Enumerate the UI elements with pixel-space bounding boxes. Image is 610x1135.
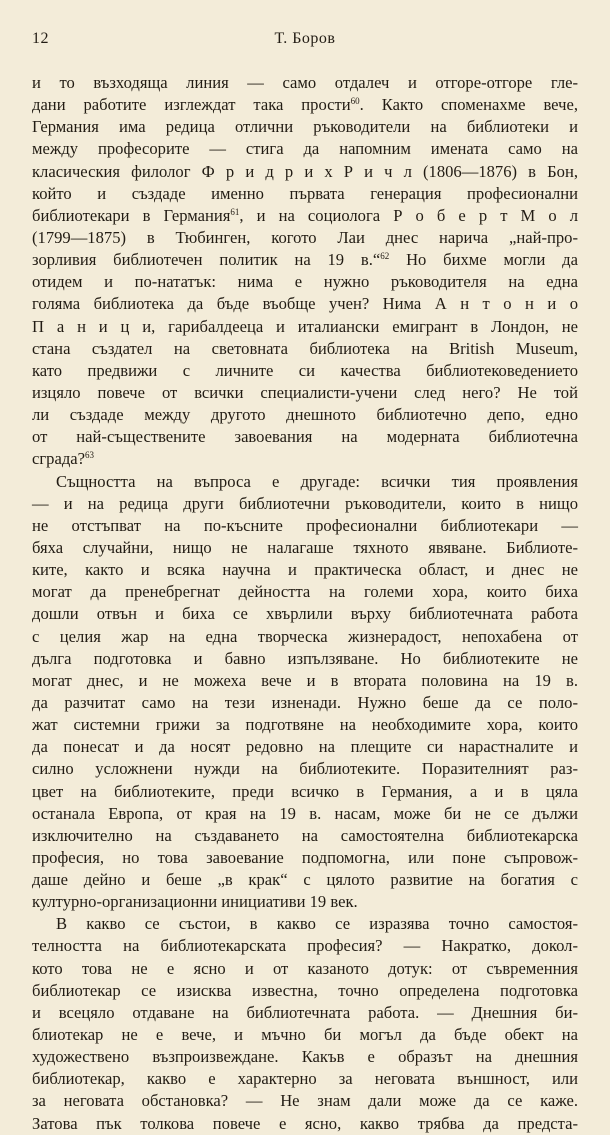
- text-line-content: културно-организационни инициативи 19 век.: [32, 892, 358, 912]
- text-line: [32, 935, 578, 957]
- footnote-marker: 61: [230, 206, 240, 217]
- text-line-content: класическия филолог Ф р и д р и х Р и ч л (1806—1876) в Бон,: [32, 161, 578, 181]
- text-line: [32, 382, 578, 404]
- text-line: [32, 1113, 578, 1135]
- text-line-content: голяма библиотека да бъде въобще учен? Нима А н т о н и о: [32, 294, 578, 314]
- text-line-content: останала Европа, от края на 19 в. насам, може би не се дължи: [32, 803, 578, 823]
- page-header: [32, 30, 578, 54]
- text-line-content: Германия има редица отлични ръководители на библиотеки и: [32, 117, 578, 137]
- text-line-content: могат днес, и не можеха вече и в втората половина на 19 в.: [32, 670, 578, 690]
- text-line-content: дани работите изглеждат така прости: [32, 95, 351, 115]
- text-line-content: библиотекар, какво е характерно за неговата външност, или: [32, 1069, 578, 1089]
- text-line-content: да понесат и да носят редовно на плещите си нарастналите и: [32, 737, 578, 757]
- text-line: [32, 980, 578, 1002]
- text-line: [32, 293, 578, 315]
- text-line: [32, 847, 578, 869]
- text-line: [32, 271, 578, 293]
- footnote-marker: 62: [380, 251, 390, 262]
- text-line: [32, 781, 578, 803]
- text-line: [32, 227, 578, 249]
- text-line: [32, 1090, 578, 1112]
- text-line-content: от най-съществените завоевания на модерната библиотечна: [32, 427, 578, 447]
- text-line: [32, 161, 578, 183]
- text-line-content: цвет на библиотеките, преди всичко в Германия, а и в цяла: [32, 781, 578, 801]
- text-line: [32, 603, 578, 625]
- text-line: [32, 448, 578, 470]
- text-line: [32, 360, 578, 382]
- text-line-content: сграда?: [32, 449, 86, 469]
- text-line: [32, 559, 578, 581]
- text-line-content: изцяло повече от всички специалисти-учени след него? Не той: [32, 382, 578, 402]
- text-line-content: между професорите — стига да напомним имената само на: [32, 139, 578, 159]
- text-line: [32, 116, 578, 138]
- text-line-content: и то възходяща линия — само отдалеч и отгоре-отгоре гле-: [32, 73, 578, 92]
- text-line-content: който и създаде именно първата генерация професионални: [32, 183, 578, 203]
- text-line-tail: Но бихме могли да: [389, 250, 578, 270]
- text-line: [32, 471, 578, 493]
- text-line: [32, 958, 578, 980]
- text-line-content: дълга подготовка и бавно изпълзяване. Но библиотеките не: [32, 648, 578, 668]
- text-line-tail: , и на социолога Р о б е р т М о л: [239, 205, 578, 225]
- text-line-content: — и на редица други библиотечни ръководители, които в нищо: [32, 493, 578, 513]
- running-head: Т. Боров: [274, 30, 336, 47]
- text-line-content: изключително на създаването на самостоятелна библиотекарска: [32, 825, 578, 845]
- text-line: [32, 714, 578, 736]
- text-line-content: за неговата обстановка? — Не знам дали може да се каже.: [32, 1091, 578, 1111]
- text-line: [32, 183, 578, 205]
- text-line: [32, 537, 578, 559]
- text-line-content: ките, както и всяка научна и практическа област, и днес не: [32, 560, 578, 580]
- text-line-content: Затова пък толкова повече е ясно, какво трябва да предста-: [32, 1113, 578, 1133]
- page-number: 12: [32, 30, 49, 47]
- text-line-content: и всецяло отдаване на библиотечната работа. — Днешния би-: [32, 1002, 578, 1022]
- text-line-content: с целия жар на една творческа жизнерадост, непохабена от: [32, 626, 578, 646]
- text-line: [32, 670, 578, 692]
- text-line-content: бяха случайни, нищо не налагаше тяхното явяване. Библиоте-: [32, 537, 578, 557]
- text-line: [32, 515, 578, 537]
- text-line: [32, 626, 578, 648]
- text-line: [32, 316, 578, 338]
- text-line-tail: . Както споменахме вече,: [359, 95, 578, 115]
- text-line-content: художествено възпроизвеждане. Какъв е образът на днешния: [32, 1047, 578, 1067]
- text-line-content: отидем и по-нататък: нима е нужно ръководителя на една: [32, 272, 578, 292]
- text-line-content: зорливия библиотечен политик на 19 в.“: [32, 250, 381, 270]
- text-line: [32, 648, 578, 670]
- text-line-content: ли създаде между другото днешното библиотечно депо, едно: [32, 405, 578, 425]
- text-line-content: да разчитат само на тези изненади. Нужно беше да се поло-: [32, 692, 578, 712]
- text-line: [32, 138, 578, 160]
- text-line: [32, 758, 578, 780]
- footnote-marker: 63: [85, 450, 95, 461]
- text-line-content: (1799—1875) в Тюбинген, когото Лаи днес нарича „най-про-: [32, 227, 578, 247]
- text-line-content: като предвижи с личните си качества библиотековедението: [32, 360, 578, 380]
- text-line: [32, 869, 578, 891]
- text-line: [32, 581, 578, 603]
- footnote-marker: 60: [350, 96, 360, 107]
- text-line-content: даше дейно и беше „в крак“ с цялото развитие на богатия с: [32, 870, 578, 890]
- text-line: [32, 404, 578, 426]
- text-line: [32, 1068, 578, 1090]
- text-line: [32, 338, 578, 360]
- text-line-content: В какво се състои, в какво се изразява точно самостоя-: [56, 914, 578, 934]
- text-line: [32, 1046, 578, 1068]
- text-line: [32, 736, 578, 758]
- text-line-content: Същността на въпроса е другаде: всички тия проявления: [56, 471, 578, 491]
- text-line: [32, 426, 578, 448]
- text-line: [32, 493, 578, 515]
- text-line-content: могат да пренебрегнат дейността на големи хора, които биха: [32, 582, 578, 602]
- text-line: [32, 249, 578, 271]
- text-line: [32, 1002, 578, 1024]
- text-line: [32, 692, 578, 714]
- text-line-content: не отстъпват на по-късните професионални библиотекари —: [32, 515, 578, 535]
- text-line-content: професия, но това завоевание подпомогна, или поне съпровож-: [32, 847, 578, 867]
- text-line-content: кото това не е ясно и от казаното дотук: от съвременния: [32, 958, 578, 978]
- text-line-content: библиотекари в Германия: [32, 205, 231, 225]
- text-line: [32, 72, 578, 94]
- text-line-content: П а н и ц и, гарибалдееца и италиански емигрант в Лондон, не: [32, 316, 578, 336]
- text-line: [32, 1024, 578, 1046]
- text-line: [32, 803, 578, 825]
- text-line-content: жат системни грижи за подготвяне на необходимите хора, които: [32, 715, 578, 735]
- text-line: [32, 205, 578, 227]
- body-text: [32, 72, 578, 1135]
- text-line-content: стана създател на световната библиотека на British Museum,: [32, 338, 578, 358]
- text-line: [32, 825, 578, 847]
- text-line: [32, 913, 578, 935]
- text-line-content: дошли отвън и биха се хвърлили върху библиотечната работа: [32, 604, 578, 624]
- text-line-content: телността на библиотекарската професия? — Накратко, докол-: [32, 936, 578, 956]
- text-line: [32, 94, 578, 116]
- text-line-content: силно усложнени нужди на библиотеките. Поразителният раз-: [32, 759, 578, 779]
- text-line: [32, 891, 578, 913]
- text-line-content: библиотекар се изисква известна, точно определена подготовка: [32, 980, 578, 1000]
- text-line-content: блиотекар не е вече, и мъчно би могъл да бъде обект на: [32, 1025, 578, 1045]
